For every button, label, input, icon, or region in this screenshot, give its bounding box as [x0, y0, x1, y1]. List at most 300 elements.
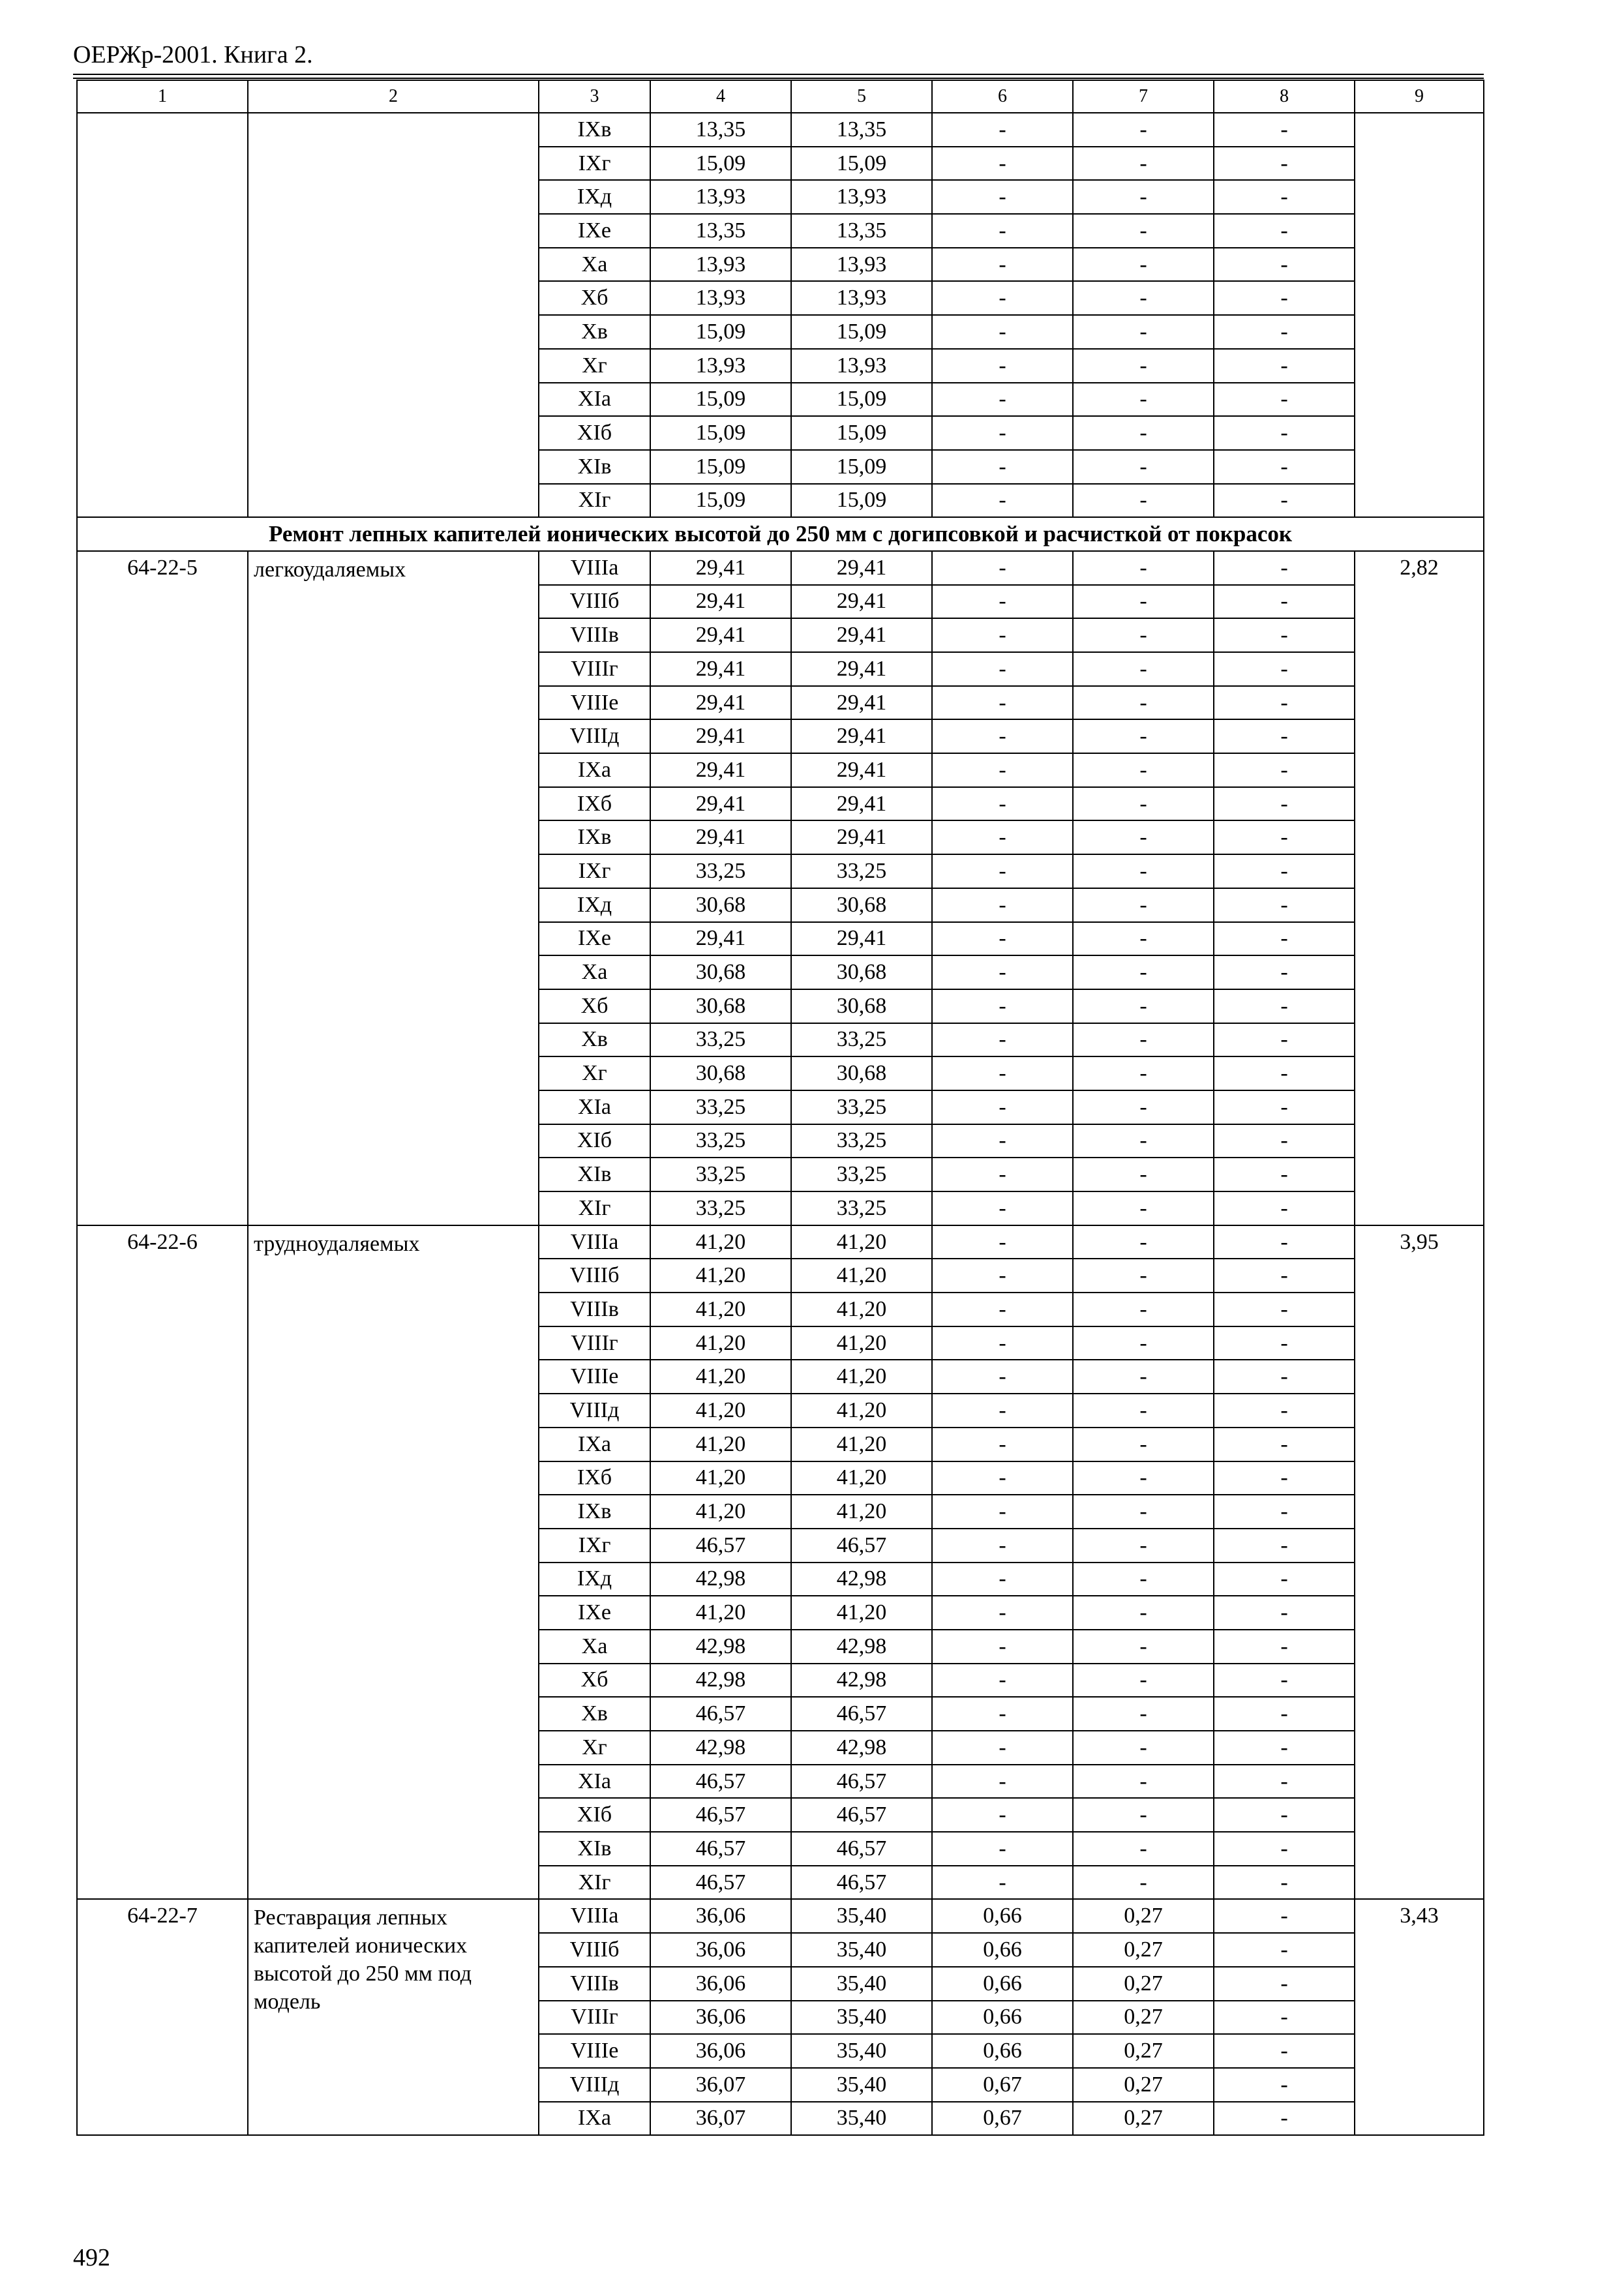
operator-wage: - [1073, 1765, 1214, 1799]
operator-wage: - [1073, 955, 1214, 989]
materials-cost: - [1214, 1529, 1355, 1563]
total-cost: 41,20 [650, 1360, 791, 1394]
total-cost: 41,20 [650, 1259, 791, 1293]
operator-wage: - [1073, 820, 1214, 854]
operator-wage: - [1073, 1529, 1214, 1563]
total-cost: 46,57 [650, 1765, 791, 1799]
materials-cost: - [1214, 1933, 1355, 1967]
machine-cost: - [932, 1731, 1073, 1765]
total-cost: 41,20 [650, 1326, 791, 1360]
machine-cost: - [932, 248, 1073, 282]
materials-cost: - [1214, 1326, 1355, 1360]
labor-cost: 33,25 [791, 1191, 932, 1225]
materials-cost: - [1214, 1225, 1355, 1259]
total-cost: 42,98 [650, 1563, 791, 1596]
materials-cost: - [1214, 1056, 1355, 1090]
labor-cost: 41,20 [791, 1461, 932, 1495]
machine-cost: - [932, 180, 1073, 214]
labor-cost: 35,40 [791, 1899, 932, 1933]
materials-cost: - [1214, 1697, 1355, 1731]
column-number-row [77, 80, 1484, 113]
operator-wage: - [1073, 1697, 1214, 1731]
item-code: 64-22-5 [77, 551, 248, 1225]
machine-cost: - [932, 1596, 1073, 1630]
item-index: Xб [539, 281, 650, 315]
machine-cost: - [932, 1023, 1073, 1057]
price-table [76, 80, 1484, 2136]
item-index: IXг [539, 147, 650, 181]
machine-cost: - [932, 383, 1073, 417]
item-index: XIв [539, 1158, 650, 1191]
labor-cost: 13,93 [791, 248, 932, 282]
labor-cost: 29,41 [791, 753, 932, 787]
machine-cost: - [932, 1630, 1073, 1664]
machine-cost: - [932, 1360, 1073, 1394]
labor-cost: 29,41 [791, 551, 932, 585]
materials-cost: - [1214, 1259, 1355, 1293]
materials-cost: - [1214, 484, 1355, 518]
item-index: IXв [539, 1495, 650, 1529]
total-cost: 13,35 [650, 113, 791, 147]
materials-cost: - [1214, 1090, 1355, 1124]
item-index: XIг [539, 1191, 650, 1225]
total-cost: 42,98 [650, 1630, 791, 1664]
total-cost: 13,35 [650, 214, 791, 248]
machine-cost: - [932, 1765, 1073, 1799]
labor-cost: 42,98 [791, 1563, 932, 1596]
materials-cost: - [1214, 989, 1355, 1023]
machine-cost: - [932, 1866, 1073, 1900]
labor-cost: 41,20 [791, 1293, 932, 1326]
total-cost: 15,09 [650, 416, 791, 450]
operator-wage: - [1073, 1259, 1214, 1293]
machine-cost: - [932, 1461, 1073, 1495]
labor-cost: 42,98 [791, 1664, 932, 1698]
item-index: IXа [539, 1428, 650, 1461]
labor-cost: 41,20 [791, 1596, 932, 1630]
operator-wage: - [1073, 1158, 1214, 1191]
labor-index: 3,95 [1355, 1225, 1484, 1900]
item-index: VIIIа [539, 551, 650, 585]
header-rule-double [73, 78, 1484, 79]
operator-wage: - [1073, 1664, 1214, 1698]
machine-cost: - [932, 1191, 1073, 1225]
machine-cost: - [932, 1798, 1073, 1832]
operator-wage: 0,27 [1073, 2034, 1214, 2068]
total-cost: 46,57 [650, 1866, 791, 1900]
column-number: 5 [791, 80, 932, 113]
item-name: Реставрация лепных капителей ионических высотой до 250 мм под модель [248, 1899, 539, 2135]
labor-cost: 41,20 [791, 1428, 932, 1461]
column-number: 8 [1214, 80, 1355, 113]
materials-cost: - [1214, 922, 1355, 956]
total-cost: 13,93 [650, 281, 791, 315]
machine-cost: - [932, 753, 1073, 787]
materials-cost: - [1214, 2068, 1355, 2102]
item-index: IXв [539, 820, 650, 854]
operator-wage: 0,27 [1073, 1933, 1214, 1967]
total-cost: 33,25 [650, 854, 791, 888]
materials-cost: - [1214, 113, 1355, 147]
total-cost: 46,57 [650, 1697, 791, 1731]
operator-wage: - [1073, 147, 1214, 181]
materials-cost: - [1214, 1124, 1355, 1158]
table-row [77, 1225, 1484, 1259]
total-cost: 41,20 [650, 1495, 791, 1529]
item-index: IXв [539, 113, 650, 147]
item-index: IXд [539, 180, 650, 214]
item-index: XIб [539, 416, 650, 450]
materials-cost: - [1214, 281, 1355, 315]
labor-cost: 33,25 [791, 1158, 932, 1191]
machine-cost: 0,66 [932, 1933, 1073, 1967]
labor-cost: 15,09 [791, 315, 932, 349]
total-cost: 29,41 [650, 686, 791, 720]
item-index: VIIIе [539, 686, 650, 720]
materials-cost: - [1214, 551, 1355, 585]
page-number: 492 [73, 2244, 110, 2271]
machine-cost: - [932, 1394, 1073, 1428]
machine-cost: - [932, 1225, 1073, 1259]
materials-cost: - [1214, 1563, 1355, 1596]
item-code: 64-22-6 [77, 1225, 248, 1900]
item-index: IXе [539, 922, 650, 956]
machine-cost: - [932, 1056, 1073, 1090]
total-cost: 33,25 [650, 1124, 791, 1158]
machine-cost: - [932, 1090, 1073, 1124]
labor-cost: 13,35 [791, 113, 932, 147]
machine-cost: 0,67 [932, 2102, 1073, 2136]
operator-wage: - [1073, 248, 1214, 282]
materials-cost: - [1214, 719, 1355, 753]
materials-cost: - [1214, 450, 1355, 484]
materials-cost: - [1214, 618, 1355, 652]
machine-cost: - [932, 618, 1073, 652]
labor-cost: 46,57 [791, 1866, 932, 1900]
operator-wage: - [1073, 854, 1214, 888]
item-index: XIб [539, 1798, 650, 1832]
labor-index [1355, 113, 1484, 517]
total-cost: 41,20 [650, 1596, 791, 1630]
item-index: VIIIв [539, 1967, 650, 2001]
column-number: 2 [248, 80, 539, 113]
table-row [77, 551, 1484, 585]
materials-cost: - [1214, 1798, 1355, 1832]
materials-cost: - [1214, 955, 1355, 989]
materials-cost: - [1214, 1428, 1355, 1461]
operator-wage: - [1073, 1832, 1214, 1866]
machine-cost: - [932, 955, 1073, 989]
operator-wage: - [1073, 1731, 1214, 1765]
item-index: VIIIг [539, 1326, 650, 1360]
operator-wage: - [1073, 214, 1214, 248]
item-index: XIв [539, 450, 650, 484]
machine-cost: - [932, 484, 1073, 518]
machine-cost: - [932, 416, 1073, 450]
item-index: XIа [539, 1765, 650, 1799]
labor-cost: 33,25 [791, 854, 932, 888]
materials-cost: - [1214, 1495, 1355, 1529]
item-index: VIIIб [539, 1933, 650, 1967]
operator-wage: - [1073, 753, 1214, 787]
total-cost: 36,07 [650, 2102, 791, 2136]
item-index: VIIIд [539, 1394, 650, 1428]
labor-cost: 46,57 [791, 1765, 932, 1799]
total-cost: 36,07 [650, 2068, 791, 2102]
total-cost: 33,25 [650, 1023, 791, 1057]
column-number: 7 [1073, 80, 1214, 113]
labor-cost: 13,93 [791, 180, 932, 214]
materials-cost: - [1214, 180, 1355, 214]
operator-wage: - [1073, 1394, 1214, 1428]
labor-cost: 29,41 [791, 686, 932, 720]
table-row [77, 113, 1484, 147]
total-cost: 46,57 [650, 1798, 791, 1832]
operator-wage: - [1073, 450, 1214, 484]
labor-cost: 46,57 [791, 1529, 932, 1563]
machine-cost: - [932, 1563, 1073, 1596]
item-index: XIа [539, 383, 650, 417]
materials-cost: - [1214, 1293, 1355, 1326]
operator-wage: 0,27 [1073, 2001, 1214, 2035]
labor-cost: 35,40 [791, 2102, 932, 2136]
item-index: Xа [539, 1630, 650, 1664]
materials-cost: - [1214, 2001, 1355, 2035]
total-cost: 15,09 [650, 484, 791, 518]
operator-wage: 0,27 [1073, 2068, 1214, 2102]
operator-wage: - [1073, 315, 1214, 349]
item-name: трудноудаляемых [248, 1225, 539, 1900]
operator-wage: - [1073, 484, 1214, 518]
item-name [248, 113, 539, 517]
operator-wage: - [1073, 1090, 1214, 1124]
materials-cost: - [1214, 1630, 1355, 1664]
labor-cost: 29,41 [791, 719, 932, 753]
total-cost: 15,09 [650, 450, 791, 484]
machine-cost: - [932, 1259, 1073, 1293]
labor-cost: 41,20 [791, 1394, 932, 1428]
materials-cost: - [1214, 383, 1355, 417]
item-index: Xб [539, 989, 650, 1023]
machine-cost: 0,67 [932, 2068, 1073, 2102]
operator-wage: - [1073, 1191, 1214, 1225]
total-cost: 41,20 [650, 1225, 791, 1259]
operator-wage: - [1073, 1360, 1214, 1394]
materials-cost: - [1214, 147, 1355, 181]
materials-cost: - [1214, 753, 1355, 787]
total-cost: 29,41 [650, 820, 791, 854]
labor-cost: 13,93 [791, 349, 932, 383]
operator-wage: - [1073, 1461, 1214, 1495]
total-cost: 13,93 [650, 248, 791, 282]
operator-wage: - [1073, 888, 1214, 922]
total-cost: 42,98 [650, 1664, 791, 1698]
item-index: VIIIв [539, 1293, 650, 1326]
materials-cost: - [1214, 1967, 1355, 2001]
total-cost: 30,68 [650, 1056, 791, 1090]
operator-wage: 0,27 [1073, 2102, 1214, 2136]
total-cost: 13,93 [650, 180, 791, 214]
operator-wage: - [1073, 989, 1214, 1023]
item-index: IXг [539, 854, 650, 888]
operator-wage: - [1073, 618, 1214, 652]
total-cost: 36,06 [650, 2034, 791, 2068]
item-name: легкоудаляемых [248, 551, 539, 1225]
item-code: 64-22-7 [77, 1899, 248, 2135]
item-index: Xг [539, 1731, 650, 1765]
operator-wage: - [1073, 922, 1214, 956]
labor-cost: 13,35 [791, 214, 932, 248]
item-index: Xа [539, 248, 650, 282]
total-cost: 33,25 [650, 1191, 791, 1225]
operator-wage: - [1073, 686, 1214, 720]
item-index: Xв [539, 315, 650, 349]
item-index: Xа [539, 955, 650, 989]
total-cost: 30,68 [650, 955, 791, 989]
materials-cost: - [1214, 1360, 1355, 1394]
materials-cost: - [1214, 1899, 1355, 1933]
item-index: VIIIе [539, 2034, 650, 2068]
labor-cost: 33,25 [791, 1023, 932, 1057]
total-cost: 13,93 [650, 349, 791, 383]
materials-cost: - [1214, 888, 1355, 922]
item-index: VIIIд [539, 2068, 650, 2102]
machine-cost: - [932, 1697, 1073, 1731]
item-code [77, 113, 248, 517]
operator-wage: - [1073, 652, 1214, 686]
materials-cost: - [1214, 349, 1355, 383]
machine-cost: - [932, 652, 1073, 686]
labor-cost: 35,40 [791, 1967, 932, 2001]
labor-cost: 13,93 [791, 281, 932, 315]
total-cost: 29,41 [650, 585, 791, 619]
total-cost: 33,25 [650, 1158, 791, 1191]
machine-cost: - [932, 315, 1073, 349]
document-header-title: ОЕРЖр-2001. Книга 2. [73, 41, 313, 68]
materials-cost: - [1214, 248, 1355, 282]
labor-cost: 33,25 [791, 1090, 932, 1124]
materials-cost: - [1214, 1023, 1355, 1057]
machine-cost: - [932, 820, 1073, 854]
materials-cost: - [1214, 1596, 1355, 1630]
labor-cost: 41,20 [791, 1360, 932, 1394]
machine-cost: - [932, 888, 1073, 922]
item-index: IXб [539, 787, 650, 821]
total-cost: 29,41 [650, 551, 791, 585]
item-index: VIIIе [539, 1360, 650, 1394]
total-cost: 15,09 [650, 315, 791, 349]
operator-wage: 0,27 [1073, 1967, 1214, 2001]
materials-cost: - [1214, 652, 1355, 686]
materials-cost: - [1214, 1731, 1355, 1765]
total-cost: 41,20 [650, 1293, 791, 1326]
labor-cost: 41,20 [791, 1225, 932, 1259]
materials-cost: - [1214, 1664, 1355, 1698]
labor-index: 3,43 [1355, 1899, 1484, 2135]
column-number: 1 [77, 80, 248, 113]
total-cost: 33,25 [650, 1090, 791, 1124]
total-cost: 41,20 [650, 1394, 791, 1428]
column-number: 4 [650, 80, 791, 113]
item-index: IXд [539, 1563, 650, 1596]
machine-cost: - [932, 551, 1073, 585]
operator-wage: - [1073, 416, 1214, 450]
total-cost: 29,41 [650, 652, 791, 686]
labor-cost: 29,41 [791, 922, 932, 956]
column-number: 6 [932, 80, 1073, 113]
operator-wage: - [1073, 1293, 1214, 1326]
machine-cost: - [932, 922, 1073, 956]
materials-cost: - [1214, 1866, 1355, 1900]
total-cost: 15,09 [650, 383, 791, 417]
operator-wage: 0,27 [1073, 1899, 1214, 1933]
total-cost: 30,68 [650, 888, 791, 922]
operator-wage: - [1073, 1124, 1214, 1158]
labor-cost: 15,09 [791, 147, 932, 181]
item-index: IXе [539, 214, 650, 248]
labor-cost: 29,41 [791, 618, 932, 652]
operator-wage: - [1073, 787, 1214, 821]
machine-cost: - [932, 349, 1073, 383]
operator-wage: - [1073, 1056, 1214, 1090]
total-cost: 36,06 [650, 1967, 791, 2001]
materials-cost: - [1214, 686, 1355, 720]
item-index: IXа [539, 753, 650, 787]
operator-wage: - [1073, 1563, 1214, 1596]
materials-cost: - [1214, 1461, 1355, 1495]
item-index: IXа [539, 2102, 650, 2136]
item-index: VIIIб [539, 585, 650, 619]
machine-cost: - [932, 113, 1073, 147]
total-cost: 36,06 [650, 2001, 791, 2035]
materials-cost: - [1214, 315, 1355, 349]
labor-cost: 30,68 [791, 989, 932, 1023]
item-index: XIа [539, 1090, 650, 1124]
labor-cost: 41,20 [791, 1259, 932, 1293]
labor-cost: 30,68 [791, 955, 932, 989]
materials-cost: - [1214, 2034, 1355, 2068]
total-cost: 36,06 [650, 1899, 791, 1933]
machine-cost: - [932, 1428, 1073, 1461]
machine-cost: 0,66 [932, 2001, 1073, 2035]
item-index: Xг [539, 1056, 650, 1090]
machine-cost: - [932, 1124, 1073, 1158]
table-body [77, 80, 1484, 2135]
machine-cost: - [932, 719, 1073, 753]
operator-wage: - [1073, 113, 1214, 147]
machine-cost: - [932, 1158, 1073, 1191]
labor-cost: 29,41 [791, 787, 932, 821]
machine-cost: - [932, 686, 1073, 720]
table-row [77, 1899, 1484, 1933]
operator-wage: - [1073, 1866, 1214, 1900]
header-rule [73, 74, 1484, 75]
item-index: IXг [539, 1529, 650, 1563]
labor-cost: 29,41 [791, 820, 932, 854]
labor-cost: 35,40 [791, 2001, 932, 2035]
labor-cost: 15,09 [791, 484, 932, 518]
labor-cost: 46,57 [791, 1798, 932, 1832]
item-index: VIIIг [539, 2001, 650, 2035]
labor-cost: 35,40 [791, 2068, 932, 2102]
machine-cost: - [932, 450, 1073, 484]
operator-wage: - [1073, 383, 1214, 417]
total-cost: 41,20 [650, 1428, 791, 1461]
total-cost: 29,41 [650, 618, 791, 652]
labor-cost: 46,57 [791, 1832, 932, 1866]
operator-wage: - [1073, 1495, 1214, 1529]
machine-cost: - [932, 1293, 1073, 1326]
